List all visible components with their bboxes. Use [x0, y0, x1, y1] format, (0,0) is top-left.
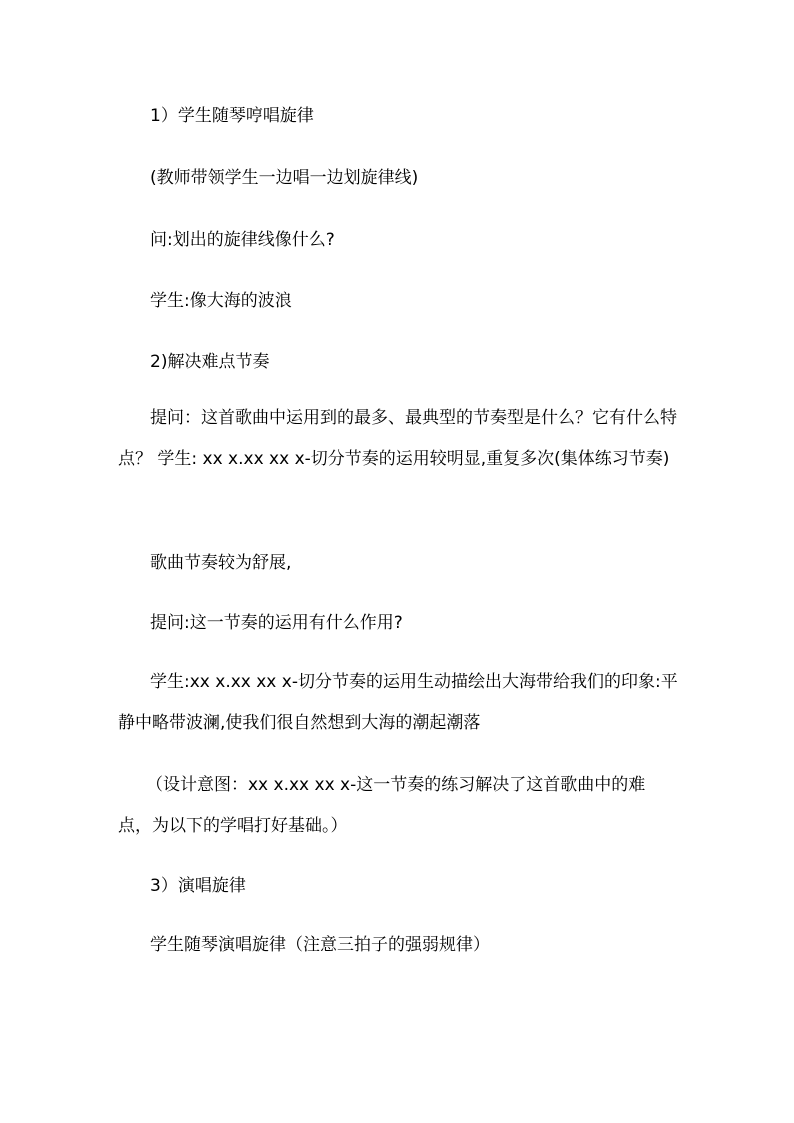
student-answer: 学生:像大海的波浪	[150, 291, 292, 311]
rhythm-effect-answer: 学生:xx x.xx xx x-切分节奏的运用生动描绘出大海带给我们的印象:平静中略带波澜,使我们很自然想到大海的潮起潮落	[118, 672, 678, 733]
rhythm-comment: 歌曲节奏较为舒展,	[150, 553, 292, 573]
rhythm-effect-question: 提问:这一节奏的运用有什么作用?	[150, 613, 403, 633]
question-line: 问:划出的旋律线像什么?	[150, 230, 335, 250]
design-intent-note: （设计意图：xx x.xx xx x-这一节奏的练习解决了这首歌曲中的难点，为以下的学唱打好基础。）	[118, 775, 646, 836]
rhythm-question-paragraph: 提问：这首歌曲中运用到的最多、最典型的节奏型是什么？它有什么特点？ 学生: xx x.xx xx x-切分节奏的运用较明显,重复多次(集体练习节奏)	[118, 408, 677, 469]
step-1-heading: 1）学生随琴哼唱旋律	[150, 106, 314, 126]
teacher-instruction: (教师带领学生一边唱一边划旋律线)	[150, 168, 419, 188]
sing-melody-line: 学生随琴演唱旋律（注意三拍子的强弱规律）	[150, 935, 490, 955]
step-2-heading: 2)解决难点节奏	[150, 352, 270, 372]
step-3-heading: 3）演唱旋律	[150, 876, 246, 896]
